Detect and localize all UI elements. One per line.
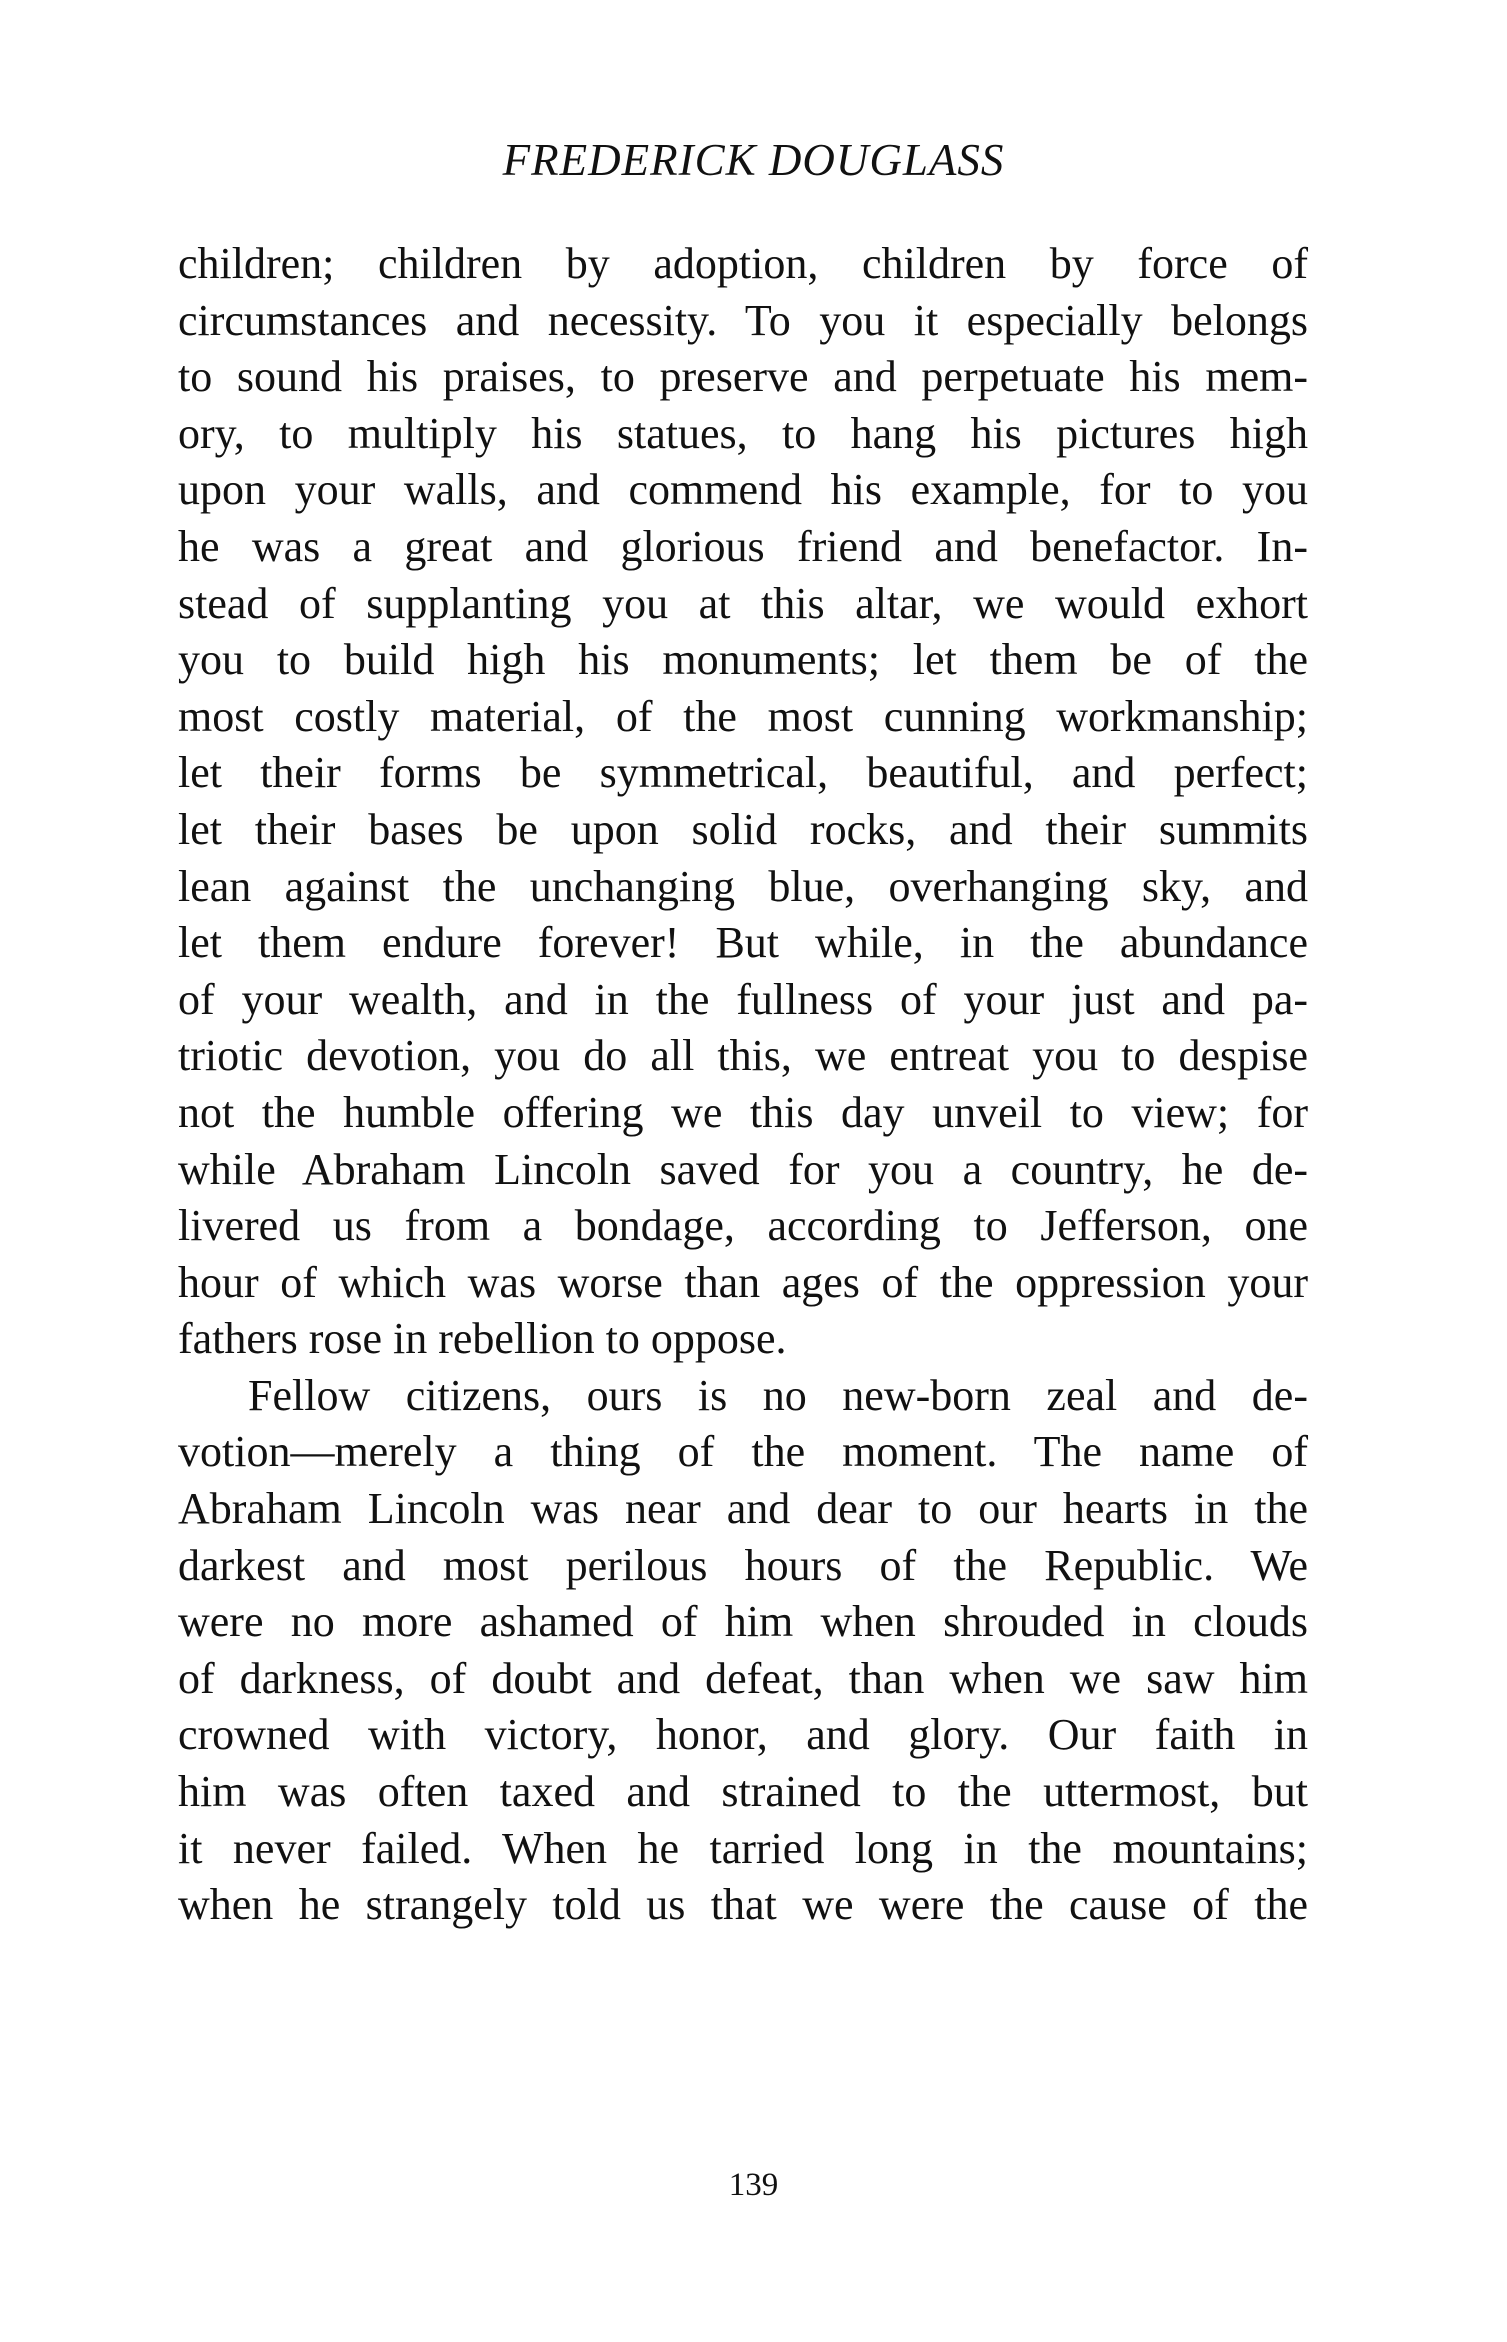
text-line: when he strangely told us that we were the cause of the — [178, 1880, 1308, 1930]
text-line: votion—merely a thing of the moment. The name of — [178, 1427, 1308, 1477]
text-line: him was often taxed and strained to the uttermost, but — [178, 1767, 1308, 1817]
text-line: stead of supplanting you at this altar, we would exhort — [178, 578, 1308, 628]
text-line: darkest and most perilous hours of the Republic. We — [178, 1540, 1308, 1590]
text-line: were no more ashamed of him when shrouded in clouds — [178, 1597, 1308, 1647]
body-text — [178, 236, 1308, 1934]
paragraph-end-line: fathers rose in rebellion to oppose. — [178, 1314, 787, 1364]
text-line: triotic devotion, you do all this, we entreat you to despise — [178, 1031, 1308, 1081]
text-line: it never failed. When he tarried long in the mountains; — [178, 1823, 1308, 1873]
page-number: 139 — [728, 2167, 779, 2203]
text-line: while Abraham Lincoln saved for you a country, he de- — [178, 1144, 1308, 1194]
text-line: to sound his praises, to preserve and perpetuate his mem- — [178, 352, 1308, 402]
text-line: hour of which was worse than ages of the oppression your — [178, 1257, 1308, 1307]
text-line: of darkness, of doubt and defeat, than when we saw him — [178, 1653, 1308, 1703]
text-line: let them endure forever! But while, in the abundance — [178, 918, 1308, 968]
text-line: ory, to multiply his statues, to hang his pictures high — [178, 408, 1308, 458]
paragraph-first-line: Fellow citizens, ours is no new-born zeal and de- — [248, 1370, 1308, 1420]
text-line: he was a great and glorious friend and benefactor. In- — [178, 521, 1308, 571]
text-line: children; children by adoption, children by force of — [178, 239, 1308, 288]
text-line: crowned with victory, honor, and glory. Our faith in — [178, 1710, 1308, 1760]
text-line: let their bases be upon solid rocks, and their summits — [178, 804, 1308, 854]
text-line: not the humble offering we this day unveil to view; for — [178, 1087, 1308, 1137]
running-head-title: FREDERICK DOUGLASS — [502, 135, 1005, 185]
text-line: let their forms be symmetrical, beautiful, and perfect; — [178, 748, 1308, 798]
text-line: Abraham Lincoln was near and dear to our hearts in the — [178, 1484, 1308, 1534]
text-line: circumstances and necessity. To you it especially belongs — [178, 295, 1308, 345]
text-line: of your wealth, and in the fullness of your just and pa- — [178, 974, 1308, 1024]
text-line: you to build high his monuments; let them be of the — [178, 635, 1308, 685]
text-line: upon your walls, and commend his example, for to you — [178, 465, 1308, 515]
text-line: most costly material, of the most cunning workmanship; — [178, 691, 1308, 741]
text-line: livered us from a bondage, according to Jefferson, one — [178, 1201, 1308, 1251]
text-line: lean against the unchanging blue, overhanging sky, and — [178, 861, 1308, 911]
